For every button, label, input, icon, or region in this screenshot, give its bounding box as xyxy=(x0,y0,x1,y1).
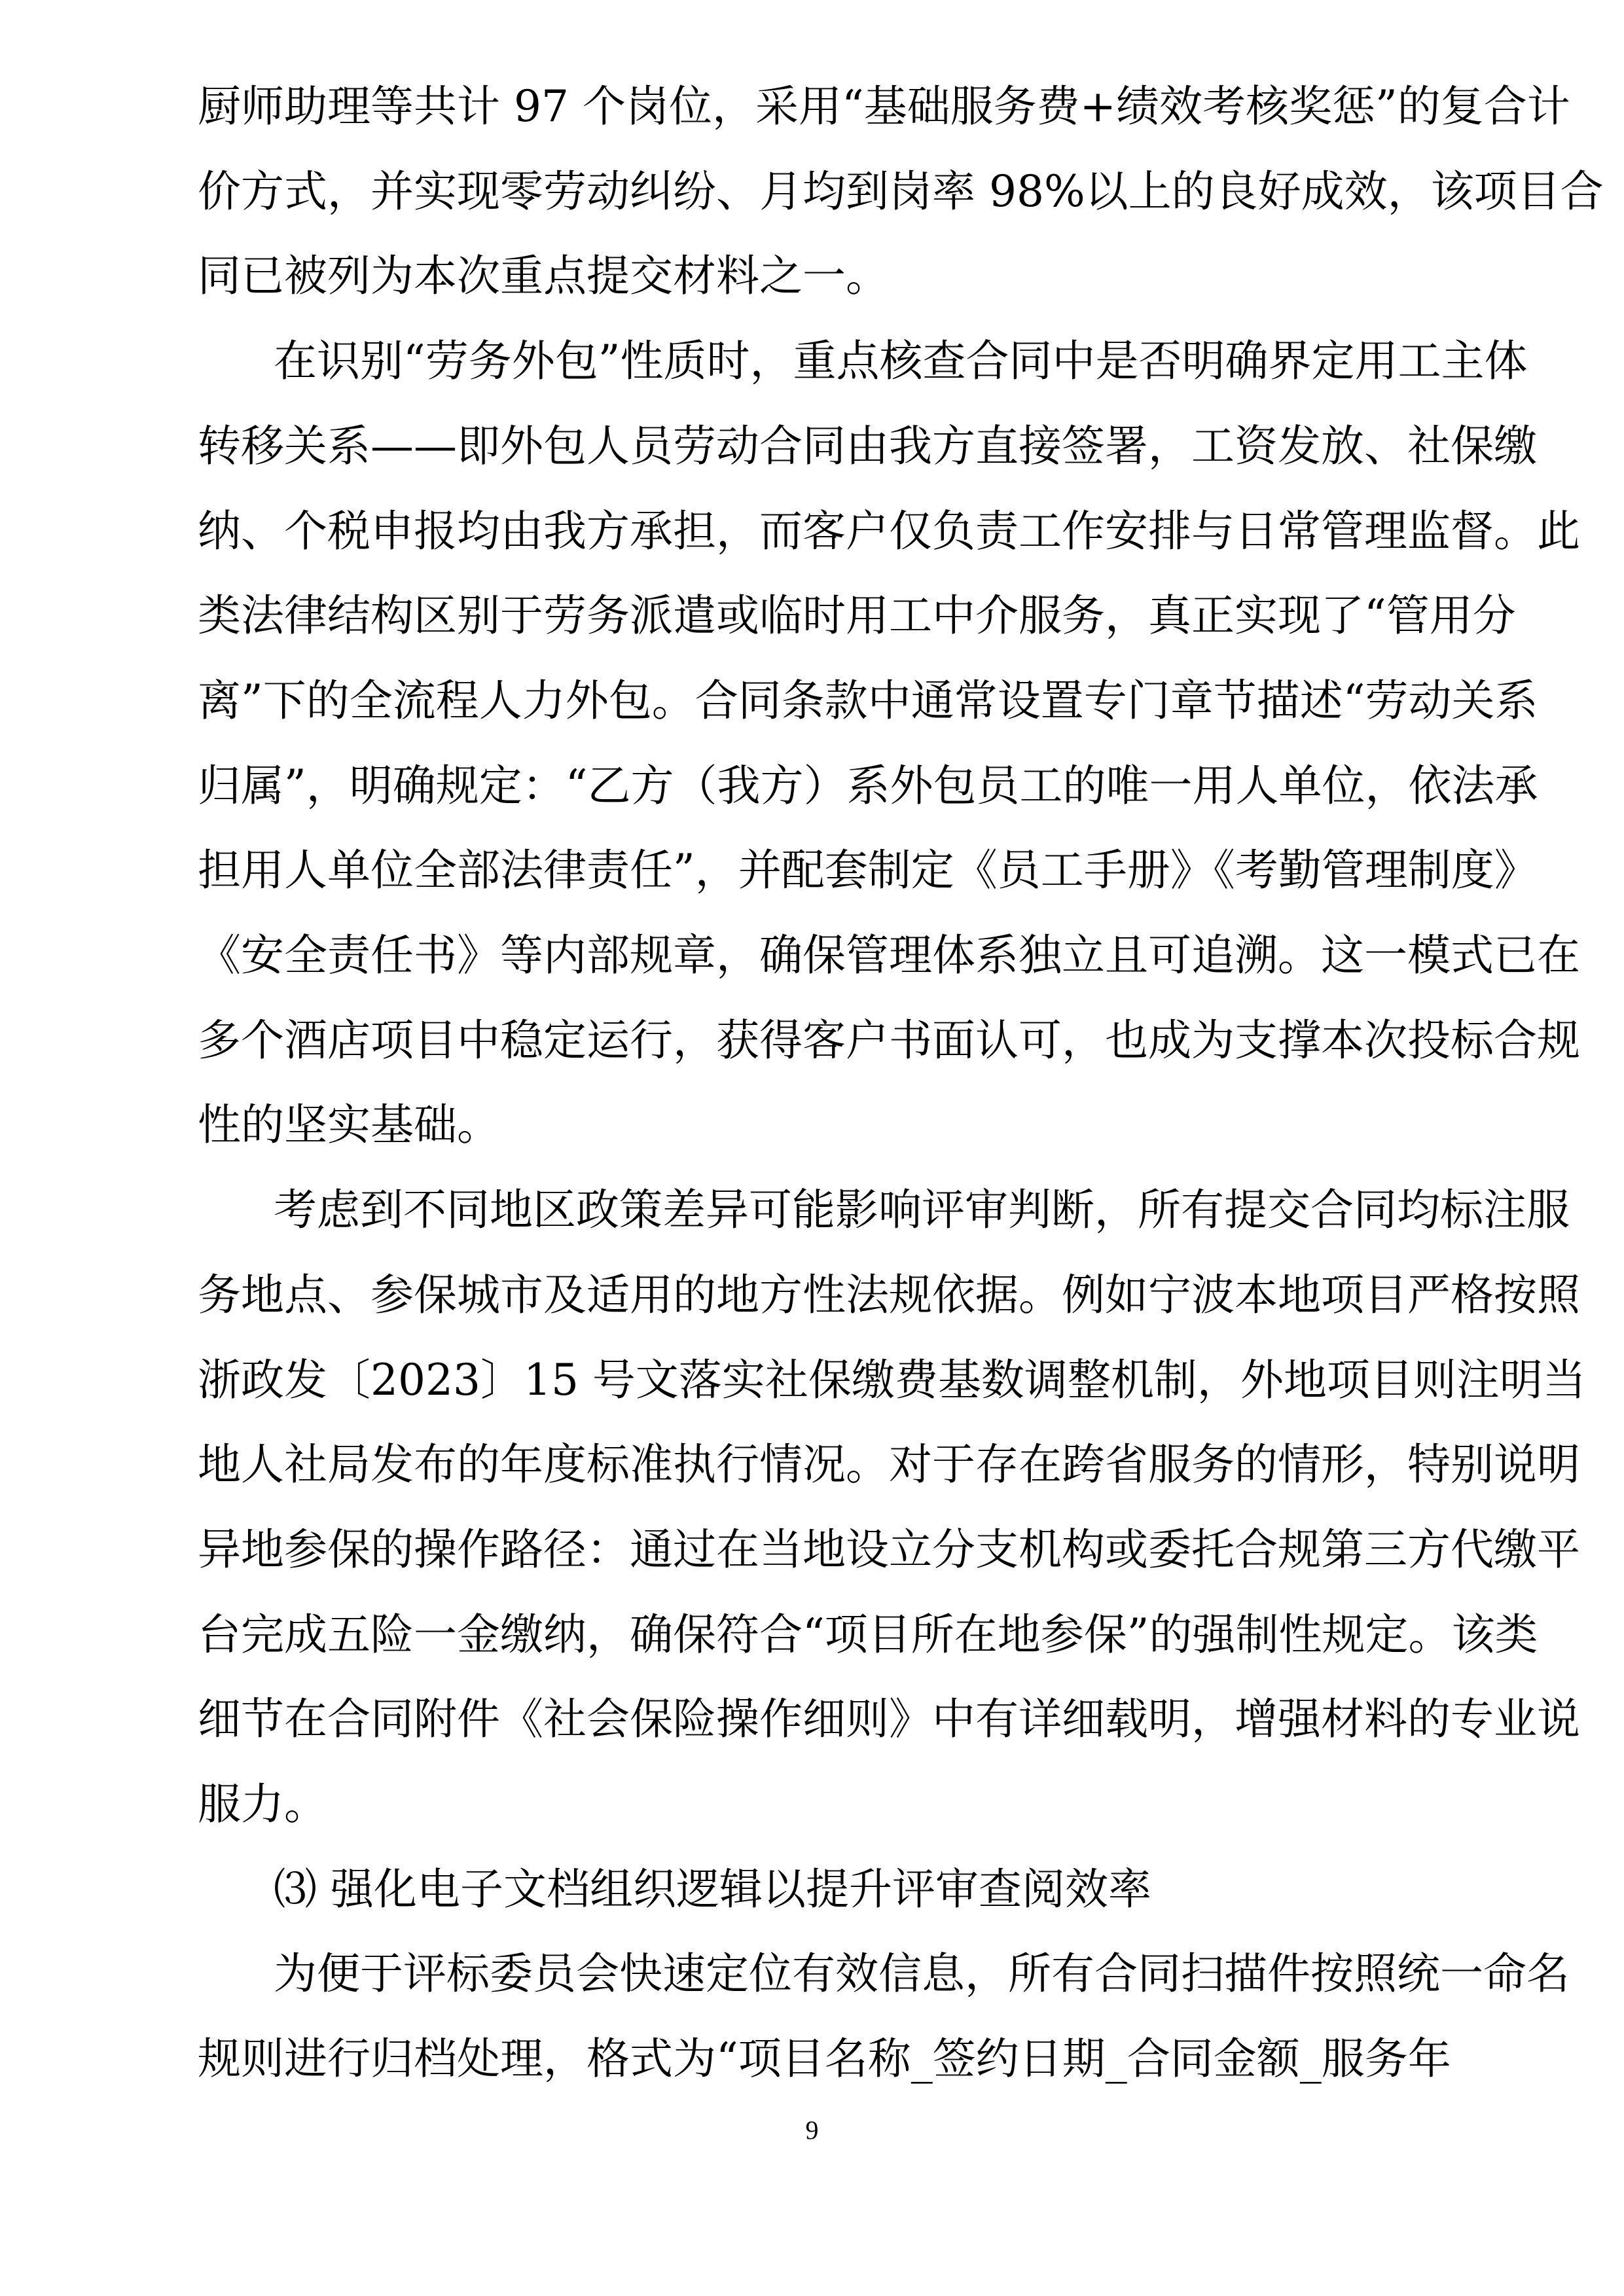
paragraph-line: 务地点、参保城市及适用的地方性法规依据。例如宁波本地项目严格按照 xyxy=(198,1269,1580,1320)
paragraph-line: 考虑到不同地区政策差异可能影响评审判断，所有提交合同均标注服 xyxy=(274,1185,1570,1236)
paragraph-line: 性的坚实基础。 xyxy=(198,1100,500,1151)
section-heading: ⑶ 强化电子文档组织逻辑以提升评审查阅效率 xyxy=(274,1863,1151,1914)
paragraph-line: 台完成五险一金缴纳，确保符合“项目所在地参保”的强制性规定。该类 xyxy=(198,1609,1538,1660)
paragraph-line: 规则进行归档处理，格式为“项目名称_签约日期_合同金额_服务年 xyxy=(198,2034,1451,2085)
paragraph-line: 价方式，并实现零劳动纠纷、月均到岗率 98%以上的良好成效，该项目合 xyxy=(198,166,1604,217)
paragraph-line: 类法律结构区别于劳务派遣或临时用工中介服务，真正实现了“管用分 xyxy=(198,590,1516,641)
paragraph-line: 服力。 xyxy=(198,1779,327,1829)
paragraph-line: 同已被列为本次重点提交材料之一。 xyxy=(198,251,889,302)
paragraph-line: 纳、个税申报均由我方承担，而客户仅负责工作安排与日常管理监督。此 xyxy=(198,505,1580,556)
paragraph-line: 为便于评标委员会快速定位有效信息，所有合同扫描件按照统一命名 xyxy=(274,1948,1570,2000)
paragraph-line: 异地参保的操作路径：通过在当地设立分支机构或委托合规第三方代缴平 xyxy=(198,1524,1580,1575)
paragraph-line: 浙政发〔2023〕15 号文落实社保缴费基数调整机制，外地项目则注明当 xyxy=(198,1354,1586,1405)
paragraph-line: 转移关系——即外包人员劳动合同由我方直接签署，工资发放、社保缴 xyxy=(198,420,1537,471)
paragraph-line: 地人社局发布的年度标准执行情况。对于存在跨省服务的情形，特别说明 xyxy=(198,1439,1580,1490)
paragraph-line: 离”下的全流程人力外包。合同条款中通常设置专门章节描述“劳动关系 xyxy=(198,675,1538,726)
paragraph-line: 担用人单位全部法律责任”，并配套制定《员工手册》《考勤管理制度》 xyxy=(198,845,1538,896)
page-number: 9 xyxy=(805,2115,819,2145)
paragraph-line: 细节在合同附件《社会保险操作细则》中有详细载明，增强材料的专业说 xyxy=(198,1694,1580,1745)
paragraph-line: 《安全责任书》等内部规章，确保管理体系独立且可追溯。这一模式已在 xyxy=(198,930,1580,980)
paragraph-line: 归属”，明确规定：“乙方（我方）系外包员工的唯一用人单位，依法承 xyxy=(198,760,1538,811)
paragraph-line: 在识别“劳务外包”性质时，重点核查合同中是否明确界定用工主体 xyxy=(274,336,1528,387)
paragraph-line: 厨师助理等共计 97 个岗位，采用“基础服务费+绩效考核奖惩”的复合计 xyxy=(198,81,1570,132)
paragraph-line: 多个酒店项目中稳定运行，获得客户书面认可，也成为支撑本次投标合规 xyxy=(198,1014,1580,1066)
